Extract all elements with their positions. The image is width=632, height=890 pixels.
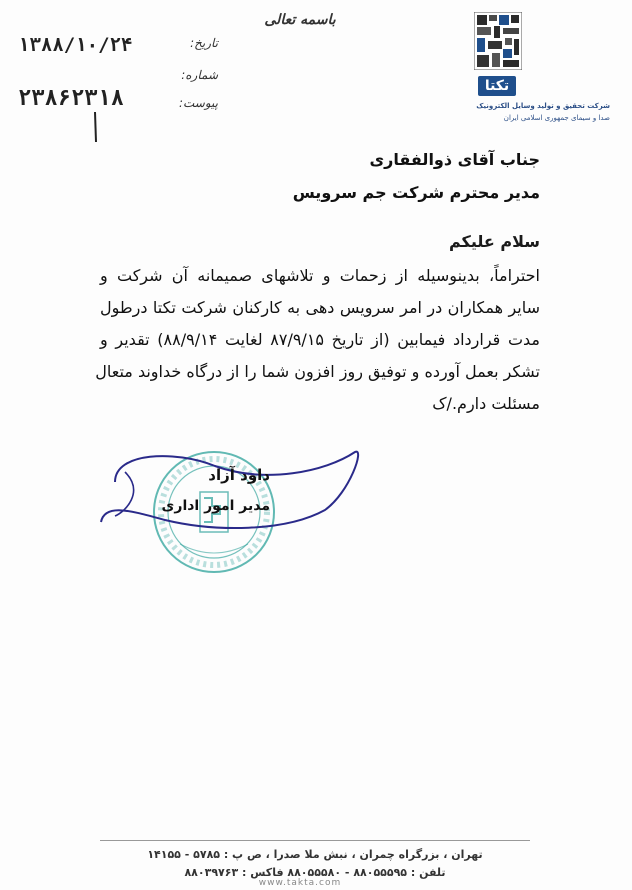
company-name: شرکت تحقیق و تولید وسایل الکترونیک bbox=[476, 102, 610, 110]
recipient-name: جناب آقای ذوالفقاری bbox=[369, 150, 540, 169]
logo-grid-icon bbox=[474, 12, 522, 70]
signer-title: مدیر امور اداری bbox=[161, 498, 270, 514]
body-line-4: تشکر بعمل آورده و توفیق روز افزون شما را از درگاه خداوند متعال bbox=[95, 362, 540, 381]
attachment-label: پیوست: bbox=[178, 96, 218, 110]
recipient-title: مدیر محترم شرکت جم سرویس bbox=[292, 183, 540, 202]
footer-divider bbox=[100, 840, 530, 841]
body-line-3: مدت قرارداد فیمابین (از تاریخ ۸۷/۹/۱۵ لغایت ۸۸/۹/۱۴) تقدیر و bbox=[100, 330, 540, 349]
handwritten-signature bbox=[95, 432, 365, 542]
number-label: شماره: bbox=[181, 68, 218, 82]
logo-wordmark: تکتا bbox=[478, 76, 516, 96]
body-line-5: مسئلت دارم./ک bbox=[432, 394, 540, 413]
footer-website: www.takta.com bbox=[258, 878, 342, 888]
ink-stroke bbox=[88, 110, 102, 144]
signer-name: داود آزاد bbox=[208, 466, 270, 484]
bismillah-heading: باسمه تعالی bbox=[264, 12, 336, 28]
number-value: ۲۳۸۶۲۳۱۸ bbox=[18, 86, 124, 111]
footer-address: تهران ، بزرگراه چمران ، نبش ملا صدرا ، ص پ : ۵۷۸۵ - ۱۴۱۵۵ bbox=[147, 848, 483, 861]
company-logo bbox=[448, 12, 618, 132]
company-affiliation: صدا و سیمای جمهوری اسلامی ایران bbox=[503, 114, 610, 122]
body-line-2: سایر همکاران در امر سرویس دهی به کارکنان شرکت تکتا درطول bbox=[100, 298, 540, 317]
body-line-1: احتراماً، بدینوسیله از زحمات و تلاشهای صمیمانه آن شرکت و bbox=[100, 266, 540, 285]
footer-phones: تلفن : ۸۸۰۵۵۵۹۵ - ۸۸۰۵۵۵۸۰ فاکس : ۸۸۰۳۹۷۶۳ bbox=[184, 866, 446, 879]
date-value: ۱۳۸۸/۱۰/۲۴ bbox=[18, 34, 133, 56]
greeting: سلام علیکم bbox=[448, 232, 540, 251]
date-label: تاریخ: bbox=[190, 36, 218, 50]
letter-meta bbox=[18, 30, 218, 140]
